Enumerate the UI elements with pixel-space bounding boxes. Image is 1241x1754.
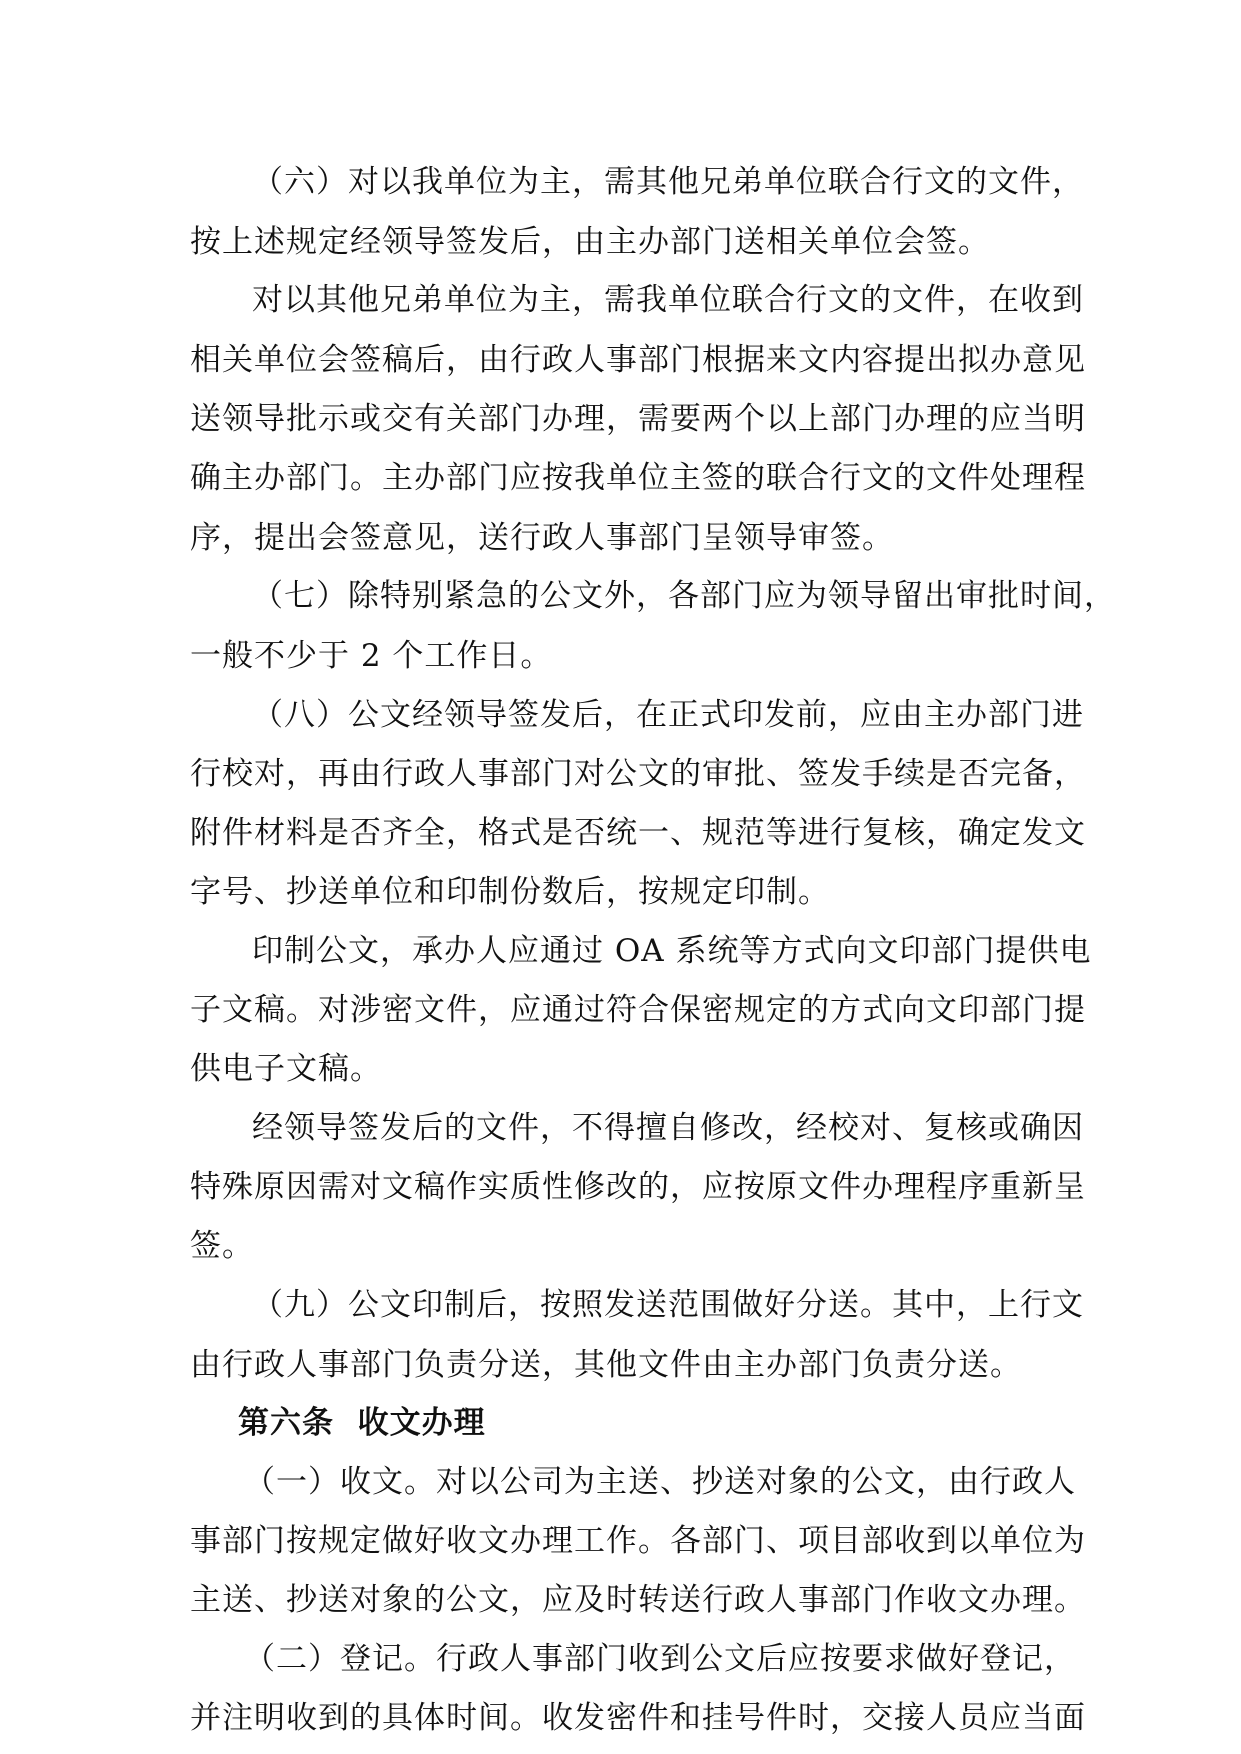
paragraph-line: 印制公文，承办人应通过 OA 系统等方式向文印部门提供电 bbox=[252, 933, 1092, 969]
paragraph-line: 一般不少于 2 个工作日。 bbox=[190, 638, 553, 674]
paragraph-line: 特殊原因需对文稿作实质性修改的，应按原文件办理程序重新呈 bbox=[190, 1169, 1086, 1205]
paragraph-line: 签。 bbox=[190, 1228, 254, 1264]
paragraph-line: 由行政人事部门负责分送，其他文件由主办部门负责分送。 bbox=[190, 1347, 1022, 1383]
paragraph-line: 供电子文稿。 bbox=[190, 1051, 382, 1087]
paragraph-line: 确主办部门。主办部门应按我单位主签的联合行文的文件处理程 bbox=[190, 460, 1086, 496]
paragraph-line: 附件材料是否齐全，格式是否统一、规范等进行复核，确定发文 bbox=[190, 815, 1086, 851]
paragraph-line: 按上述规定经领导签发后，由主办部门送相关单位会签。 bbox=[190, 224, 990, 260]
paragraph-line: 并注明收到的具体时间。收发密件和挂号件时，交接人员应当面 bbox=[190, 1700, 1086, 1736]
paragraph-line: 字号、抄送单位和印制份数后，按规定印制。 bbox=[190, 874, 830, 910]
paragraph-line: 经领导签发后的文件，不得擅自修改，经校对、复核或确因 bbox=[252, 1110, 1084, 1146]
paragraph-line: （六）对以我单位为主，需其他兄弟单位联合行文的文件， bbox=[252, 164, 1084, 200]
paragraph-line: 相关单位会签稿后，由行政人事部门根据来文内容提出拟办意见 bbox=[190, 342, 1086, 378]
paragraph-line: 送领导批示或交有关部门办理，需要两个以上部门办理的应当明 bbox=[190, 401, 1086, 437]
section-heading: 第六条 收文办理 bbox=[238, 1405, 486, 1441]
paragraph-line: （二）登记。行政人事部门收到公文后应按要求做好登记， bbox=[244, 1641, 1076, 1677]
paragraph-line: （八）公文经领导签发后，在正式印发前，应由主办部门进 bbox=[252, 697, 1084, 733]
paragraph-line: 对以其他兄弟单位为主，需我单位联合行文的文件，在收到 bbox=[252, 282, 1084, 318]
paragraph-line: 事部门按规定做好收文办理工作。各部门、项目部收到以单位为 bbox=[190, 1523, 1086, 1559]
paragraph-line: 子文稿。对涉密文件，应通过符合保密规定的方式向文印部门提 bbox=[190, 992, 1086, 1028]
paragraph-line: （九）公文印制后，按照发送范围做好分送。其中，上行文 bbox=[252, 1287, 1084, 1323]
paragraph-line: 主送、抄送对象的公文，应及时转送行政人事部门作收文办理。 bbox=[190, 1582, 1086, 1618]
paragraph-line: （七）除特别紧急的公文外，各部门应为领导留出审批时间， bbox=[252, 578, 1116, 614]
paragraph-line: 行校对，再由行政人事部门对公文的审批、签发手续是否完备， bbox=[190, 756, 1086, 792]
paragraph-line: 序，提出会签意见，送行政人事部门呈领导审签。 bbox=[190, 520, 894, 556]
paragraph-line: （一）收文。对以公司为主送、抄送对象的公文，由行政人 bbox=[244, 1464, 1076, 1500]
